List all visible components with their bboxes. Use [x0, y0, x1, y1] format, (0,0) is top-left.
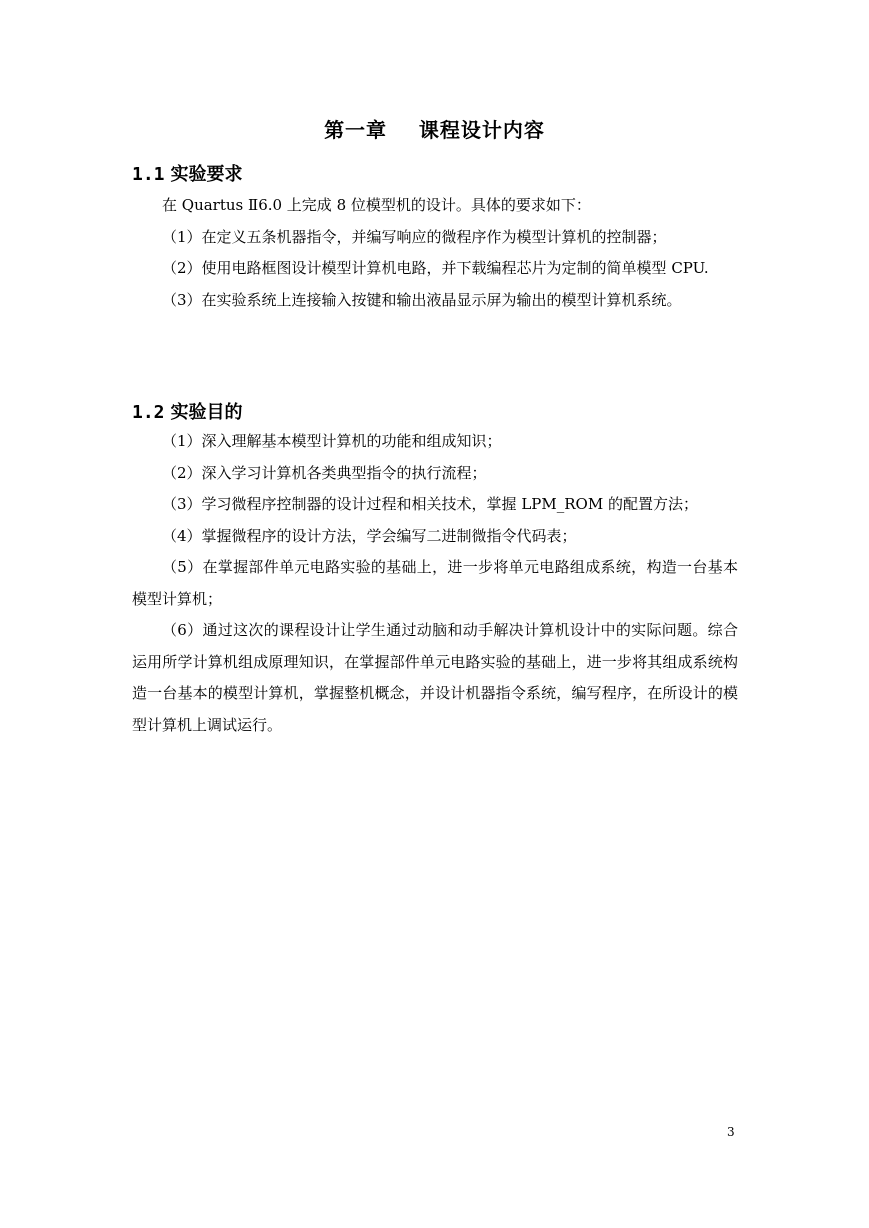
section-title: 实验目的: [170, 402, 243, 423]
requirements-body: [132, 190, 738, 316]
paragraph: （6）通过这次的课程设计让学生通过动脑和动手解决计算机设计中的实际问题。综合运用所学计算机组成原理知识，在掌握部件单元电路实验的基础上，进一步将其组成系统构造一台基本的模型计算机，掌握整机概念，并设计机器指令系统，编写程序，在所设计的模型计算机上调试运行。: [132, 621, 738, 734]
objectives-body: [132, 426, 738, 741]
paragraph: （1）在定义五条机器指令，并编写响应的微程序作为模型计算机的控制器；: [162, 227, 667, 246]
paragraph: （2）深入学习计算机各类典型指令的执行流程；: [162, 463, 487, 482]
page-number: 3: [727, 1125, 735, 1139]
section-number: 1.2: [132, 402, 165, 423]
section-heading-requirements: [132, 160, 243, 186]
paragraph: （5）在掌握部件单元电路实验的基础上，进一步将单元电路组成系统，构造一台基本模型计算机；: [132, 558, 738, 608]
section-title: 实验要求: [170, 164, 243, 185]
paragraph: （3）在实验系统上连接输入按键和输出液晶显示屏为输出的模型计算机系统。: [162, 290, 682, 309]
paragraph: （4）掌握微程序的设计方法，学会编写二进制微指令代码表；: [162, 526, 577, 545]
section-number: 1.1: [132, 164, 165, 185]
paragraph: （1）深入理解基本模型计算机的功能和组成知识；: [162, 432, 502, 450]
chapter-title: 第一章 课程设计内容: [324, 118, 545, 142]
paragraph: （2）使用电路框图设计模型计算机电路，并下载编程芯片为定制的简单模型 CPU.: [162, 259, 709, 277]
paragraph: 在 Quartus Ⅱ6.0 上完成 8 位模型机的设计。具体的要求如下：: [162, 196, 591, 214]
section-heading-objectives: [132, 398, 243, 424]
paragraph: （3）学习微程序控制器的设计过程和相关技术，掌握 LPM_ROM 的配置方法；: [162, 495, 698, 513]
